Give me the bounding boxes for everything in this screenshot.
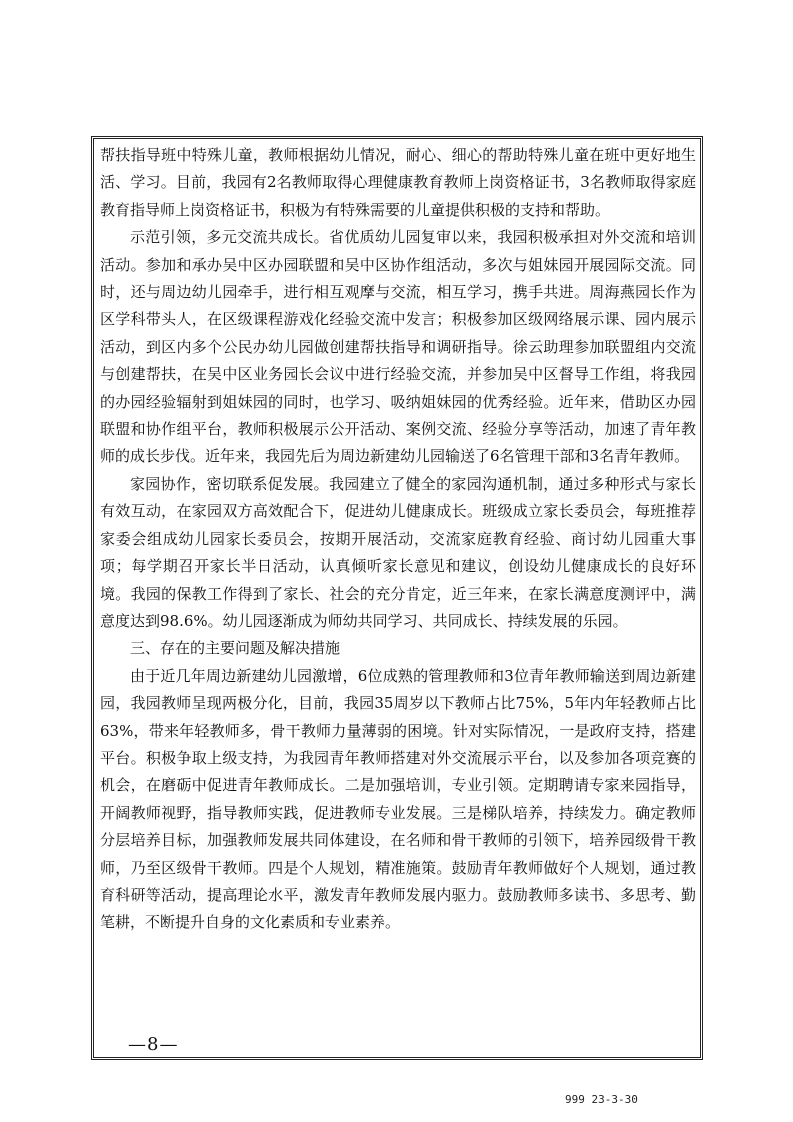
section-heading: 三、存在的主要问题及解决措施 — [130, 639, 341, 658]
paragraph-problems: 由于近几年周边新建幼儿园激增，6位成熟的管理教师和3位青年教师输送到周边新建园，我园教师呈现两极分化，目前，我园35周岁以下教师占比75%，5年内年轻教师占比63%，带来年轻教师多，骨干教师力量薄弱的困境。针对实际情况，一是政府支持，搭建平台。积极争取上级支持，为我园青年教师搭建对外交流展示平台，以及参加各项竞赛的机会，在磨砺中促进青年教师成长。二是加强培训，专业引领。定期聘请专家来园指导，开阔教师视野，指导教师实践，促进教师专业发展。三是梯队培养，持续发力。确定教师分层培养目标，加强教师发展共同体建设，在名师和骨干教师的引领下，培养园级骨干教师，乃至区级骨干教师。四是个人规划，精准施策。鼓励青年教师做好个人规划，通过教育科研等活动，提高理论水平，激发青年教师发展内驱力。鼓励教师多读书、多思考、勤笔耕，不断提升自身的文化素质和专业素养。 — [100, 666, 696, 932]
document-body — [100, 142, 696, 937]
page-number: —8— — [128, 1034, 179, 1055]
print-stamp: 999 23-3-30 — [565, 1093, 638, 1106]
paragraph-home-school: 家园协作，密切联系促发展。我园建立了健全的家园沟通机制，通过多种形式与家长有效互动，在家园双方高效配合下，促进幼儿健康成长。班级成立家长委员会，每班推荐家委会组成幼儿园家长委员会，按期开展活动，交流家庭教育经验、商讨幼儿园重大事项；每学期召开家长半日活动，认真倾听家长意见和建议，创设幼儿健康成长的良好环境。我园的保教工作得到了家长、社会的充分肯定，近三年来，在家长满意度测评中，满意度达到98.6%。幼儿园逐渐成为师幼共同学习、共同成长、持续发展的乐园。 — [100, 474, 696, 630]
paragraph-exchange: 示范引领，多元交流共成长。省优质幼儿园复审以来，我园积极承担对外交流和培训活动。参加和承办吴中区办园联盟和吴中区协作组活动，多次与姐妹园开展园际交流。同时，还与周边幼儿园牵手，进行相互观摩与交流，相互学习，携手共进。周海燕园长作为区学科带头人，在区级课程游戏化经验交流中发言；积极参加区级网络展示课、园内展示活动，到区内多个公民办幼儿园做创建帮扶指导和调研指导。徐云助理参加联盟组内交流与创建帮扶，在吴中区业务园长会议中进行经验交流，并参加吴中区督导工作组，将我园的办园经验辐射到姐妹园的同时，也学习、吸纳姐妹园的优秀经验。近年来，借助区办园联盟和协作组平台，教师积极展示公开活动、案例交流、经验分享等活动，加速了青年教师的成长步伐。近年来，我园先后为周边新建幼儿园输送了6名管理干部和3名青年教师。 — [100, 228, 696, 466]
paragraph-continuation: 帮扶指导班中特殊儿童，教师根据幼儿情况，耐心、细心的帮助特殊儿童在班中更好地生活、学习。目前，我园有2名教师取得心理健康教育教师上岗资格证书，3名教师取得家庭教育指导师上岗资格证书，积极为有特殊需要的儿童提供积极的支持和帮助。 — [100, 146, 696, 219]
